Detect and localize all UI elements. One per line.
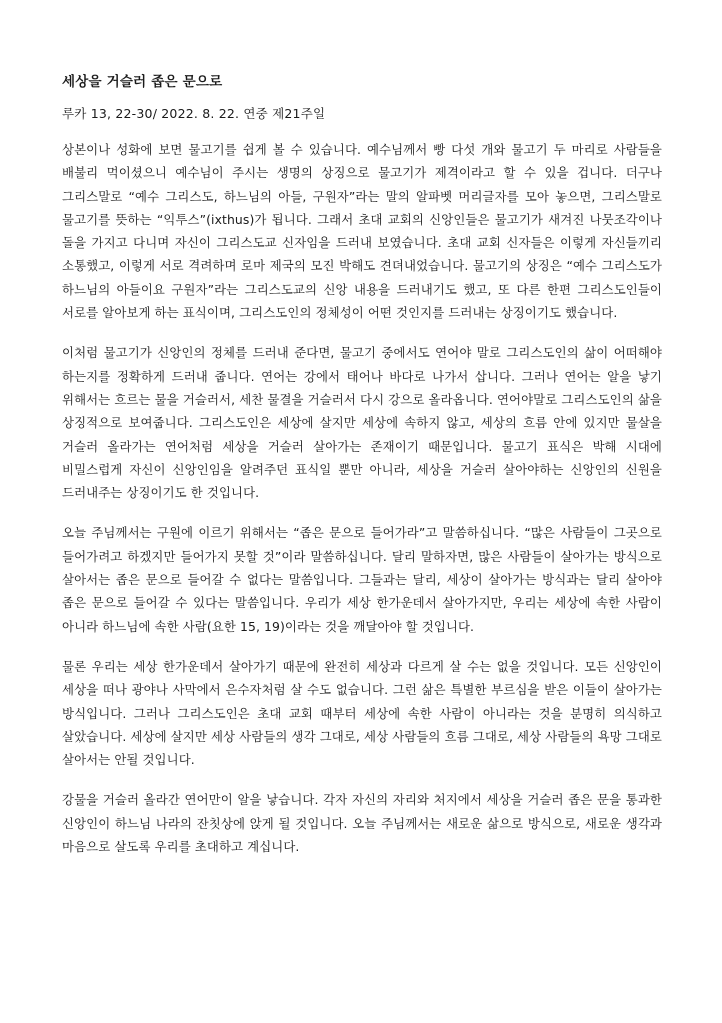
document-body (62, 138, 662, 858)
paragraph: 상본이나 성화에 보면 물고기를 쉽게 볼 수 있습니다. 예수님께서 빵 다섯 개와 물고기 두 마리로 사람들을 배불리 먹이셨으니 예수님이 주시는 생명의 상징으로 물고기가 제격이라고 할 수 있을 겁니다. 더구나 그리스말로 “예수 그리스도, 하느님의 아들, 구원자”라는 말의 알파벳 머리글자를 모아 놓으면, 그리스말로 물고기를 뜻하는 “익투스”(ixthus)가 됩니다. 그래서 초대 교회의 신앙인들은 물고기가 새겨진 나뭇조각이나 돌을 가지고 다니며 자신이 그리스도교 신자임을 드러내 보였습니다. 초대 교회 신자들은 이렇게 자신들끼리 소통했고, 이렇게 서로 격려하며 로마 제국의 모진 박해도 견뎌내었습니다. 물고기의 상징은 “예수 그리스도가 하느님의 아들이요 구원자”라는 그리스도교의 신앙 내용을 드러내기도 했고, 또 다른 한편 그리스도인들이 서로를 알아보게 하는 표식이며, 그리스도인의 정체성이 어떤 것인지를 드러내는 상징이기도 했습니다. (62, 142, 662, 321)
document-page (62, 72, 662, 875)
paragraph: 오늘 주님께서는 구원에 이르기 위해서는 “좁은 문으로 들어가라”고 말씀하십니다. “많은 사람들이 그곳으로 들어가려고 하겠지만 들어가지 못할 것”이라 말씀하십니다. 달리 말하자면, 많은 사람들이 살아가는 방식으로 살아서는 좁은 문으로 들어갈 수 없다는 말씀입니다. 그들과는 달리, 세상이 살아가는 방식과는 달리 살아야 좁은 문으로 들어갈 수 있다는 말씀입니다. 우리가 세상 한가운데서 살아가지만, 우리는 세상에 속한 사람이 아니라 하느님에 속한 사람(요한 15, 19)이라는 것을 깨달아야 할 것입니다. (62, 525, 662, 634)
paragraph: 이처럼 물고기가 신앙인의 정체를 드러내 준다면, 물고기 중에서도 연어야 말로 그리스도인의 삶이 어떠해야 하는지를 정확하게 드러내 줍니다. 연어는 강에서 태어나 바다로 나가서 삽니다. 그러나 연어는 알을 낳기 위해서는 흐르는 물을 거슬러서, 세찬 물결을 거슬러서 다시 강으로 올라옵니다. 연어야말로 그리스도인의 삶을 상징적으로 보여줍니다. 그리스도인은 세상에 살지만 세상에 속하지 않고, 세상의 흐름 안에 있지만 물살을 거슬러 올라가는 연어처럼 세상을 거슬러 살아가는 존재이기 때문입니다. 물고기 표식은 박해 시대에 비밀스럽게 자신이 신앙인임을 알려주던 표식일 뿐만 아니라, 세상을 거슬러 살아야하는 신앙인의 신원을 드러내주는 상징이기도 한 것입니다. (62, 345, 662, 501)
paragraph: 물론 우리는 세상 한가운데서 살아가기 때문에 완전히 세상과 다르게 살 수는 없을 것입니다. 모든 신앙인이 세상을 떠나 광야나 사막에서 은수자처럼 살 수도 없습니다. 그런 삶은 특별한 부르심을 받은 이들이 살아가는 방식입니다. 그러나 그리스도인은 초대 교회 때부터 세상에 속한 사람이 아니라는 것을 분명히 의식하고 살았습니다. 세상에 살지만 세상 사람들의 생각 그대로, 세상 사람들의 흐름 그대로, 세상 사람들의 욕망 그대로 살아서는 안될 것입니다. (62, 658, 662, 768)
document-subtitle: 루카 13, 22-30/ 2022. 8. 22. 연중 제21주일 (62, 106, 326, 121)
paragraph: 강물을 거슬러 올라간 연어만이 알을 낳습니다. 각자 자신의 자리와 처지에서 세상을 거슬러 좁은 문을 통과한 신앙인이 하느님 나라의 잔칫상에 앉게 될 것입니다. 오늘 주님께서는 새로운 삶으로 방식으로, 새로운 생각과 마음으로 살도록 우리를 초대하고 계십니다. (62, 792, 662, 855)
document-title: 세상을 거슬러 좁은 문으로 (62, 74, 223, 90)
